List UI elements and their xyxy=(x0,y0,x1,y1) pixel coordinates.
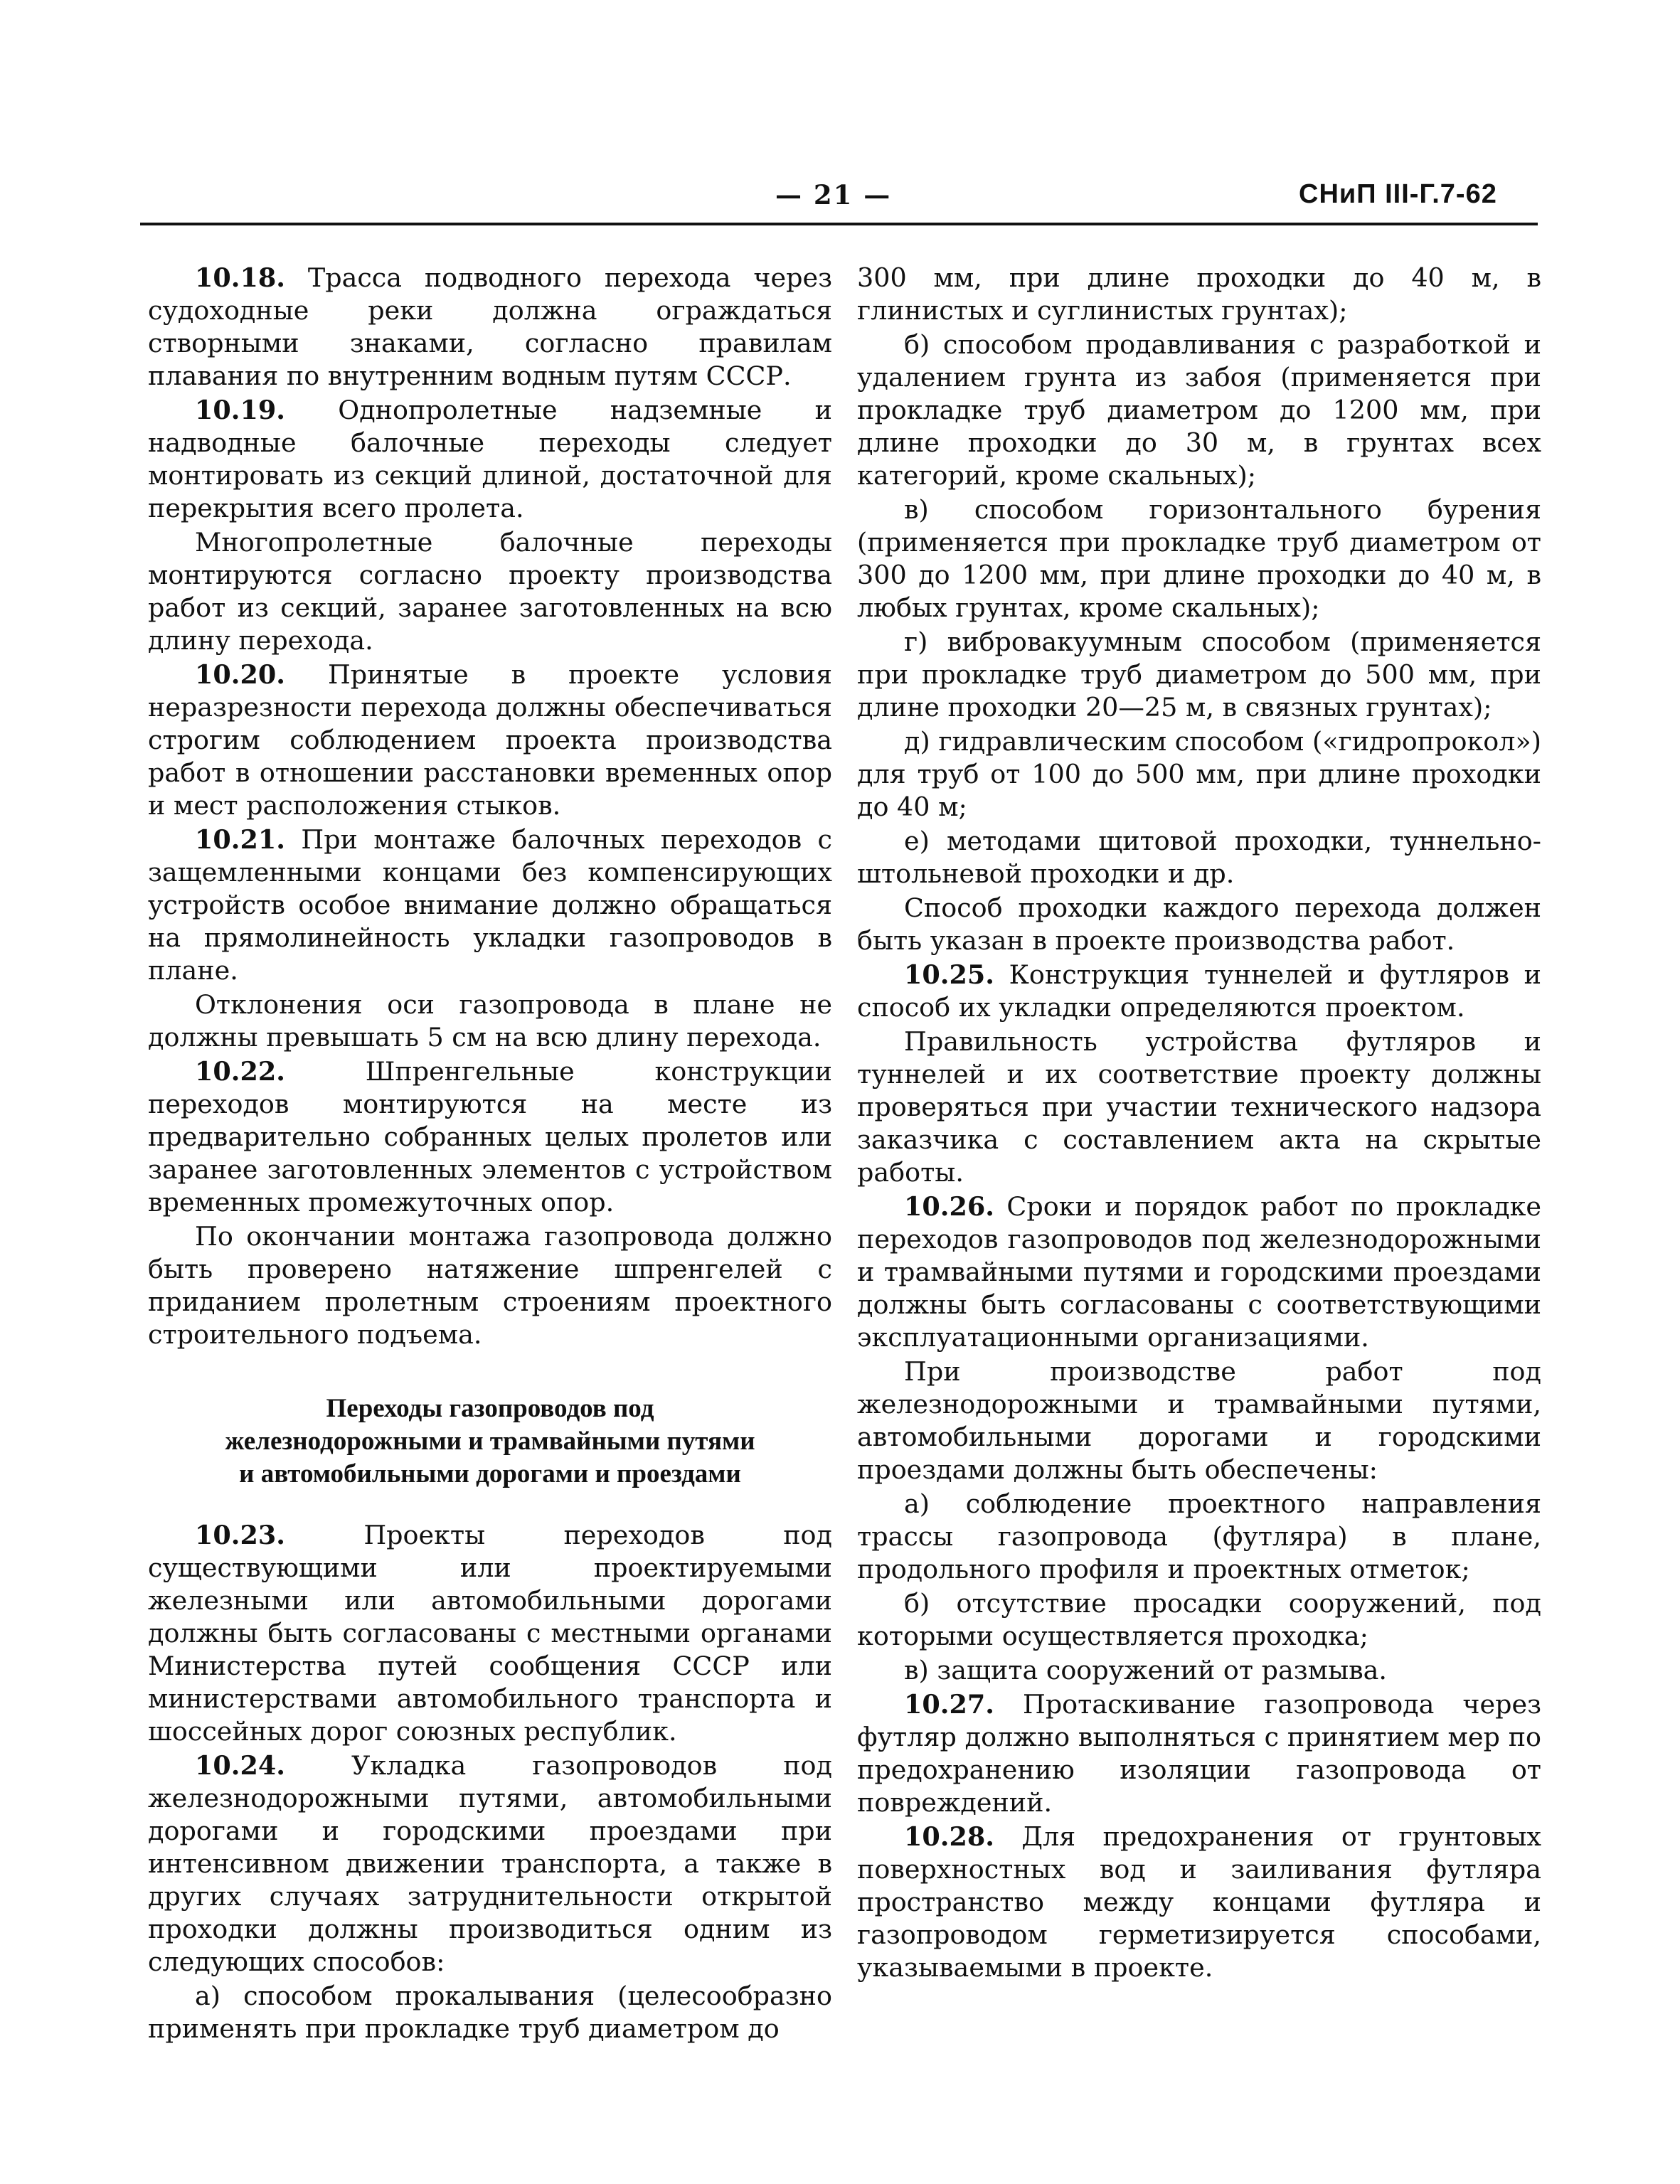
page-number: — 21 — xyxy=(775,179,892,211)
paragraph-text: Проекты переходов под существующими или проектируемыми железными или автомобильными дорогами должны быть согласованы с местными органами Министерства путей сообщения СССР или министерствами автомобильного транспорта и шоссейных дорог союзных республик. xyxy=(148,1520,832,1747)
paragraph xyxy=(857,892,1541,957)
paragraph xyxy=(857,1026,1541,1189)
paragraph-text: е) методами щитовой проходки, туннельно-штольневой проходки и др. xyxy=(857,826,1541,889)
paragraph-10-28 xyxy=(857,1821,1541,1984)
paragraph-text: Укладка газопроводов под железнодорожными путями, автомобильными дорогами и городскими проездами при интенсивном движении транспорта, а также в других случаях затруднительности открытой проходки должны производиться одним из следующих способов: xyxy=(148,1750,832,1977)
section-heading-line: железнодорожными и трамвайными путями xyxy=(225,1427,755,1456)
paragraph-text: 300 мм, при длине проходки до 40 м, в глинистых и суглинистых грунтах); xyxy=(857,262,1541,326)
list-item-a xyxy=(148,1980,832,2045)
right-column xyxy=(857,262,1541,1986)
header-rule xyxy=(140,223,1538,225)
clause-number: 10.27. xyxy=(904,1689,995,1720)
paragraph-text: Многопролетные балочные переходы монтируются согласно проекту производства работ из секций, заранее заготовленных на всю длину перехода. xyxy=(148,527,832,656)
paragraph-text: д) гидравлическим способом («гидропрокол») для труб от 100 до 500 мм, при длине проходки до 40 м; xyxy=(857,726,1541,822)
paragraph-text: в) способом горизонтального бурения (применяется при прокладке труб диаметром от 300 до 1200 мм, при длине проходки до 40 м, в любых грунтах, кроме скальных); xyxy=(857,494,1541,623)
paragraph-text: Отклонения оси газопровода в плане не должны превышать 5 см на всю длину перехода. xyxy=(148,989,832,1053)
section-heading xyxy=(148,1392,832,1491)
paragraph-text: При производстве работ под железнодорожными и трамвайными путями, автомобильными дорогами и городскими проездами должны быть обеспечены: xyxy=(857,1356,1541,1485)
list-item-g xyxy=(857,626,1541,724)
paragraph xyxy=(148,989,832,1054)
clause-number: 10.22. xyxy=(195,1056,286,1087)
paragraph-text: Правильность устройства футляров и туннелей и их соответствие проекту должны проверяться при участии технического надзора заказчика с составлением акта на скрытые работы. xyxy=(857,1026,1541,1188)
clause-number: 10.18. xyxy=(195,262,286,293)
paragraph xyxy=(857,1355,1541,1486)
list-item-e xyxy=(857,825,1541,890)
list-item-b xyxy=(857,1587,1541,1653)
paragraph-10-24 xyxy=(148,1749,832,1978)
paragraph-text: в) защита сооружений от размыва. xyxy=(904,1655,1388,1685)
paragraph-text: б) отсутствие просадки сооружений, под которыми осуществляется проходка; xyxy=(857,1588,1541,1651)
paragraph-10-27 xyxy=(857,1688,1541,1819)
list-item-v xyxy=(857,1654,1541,1687)
paragraph-10-26 xyxy=(857,1190,1541,1354)
paragraph-text: Способ проходки каждого перехода должен быть указан в проекте производства работ. xyxy=(857,893,1541,956)
list-item-v xyxy=(857,494,1541,624)
list-item-d xyxy=(857,725,1541,824)
paragraph-text: По окончании монтажа газопровода должно быть проверено натяжение шпренгелей с приданием пролетным строениям проектного строительного подъема. xyxy=(148,1221,832,1350)
list-item-continuation xyxy=(857,262,1541,327)
paragraph-text: г) вибровакуумным способом (применяется при прокладке труб диаметром до 500 мм, при длине проходки 20—25 м, в связных грунтах); xyxy=(857,627,1541,723)
paragraph-text: Для предохранения от грунтовых поверхностных вод и заиливания футляра пространство между концами футляра и газопроводом герметизируется способами, указываемыми в проекте. xyxy=(857,1821,1541,1983)
clause-number: 10.20. xyxy=(195,659,286,690)
clause-number: 10.26. xyxy=(904,1191,995,1222)
document-code: СНиП III-Г.7-62 xyxy=(1299,179,1497,209)
paragraph xyxy=(148,1220,832,1351)
clause-number: 10.19. xyxy=(195,395,286,425)
paragraph-10-21 xyxy=(148,824,832,987)
paragraph-10-19 xyxy=(148,394,832,525)
clause-number: 10.21. xyxy=(195,824,286,855)
paragraph-10-18 xyxy=(148,262,832,393)
paragraph-10-20 xyxy=(148,659,832,822)
clause-number: 10.23. xyxy=(195,1520,286,1550)
left-column xyxy=(148,262,832,2047)
paragraph-text: При монтаже балочных переходов с защемленными концами без компенсирующих устройств особое внимание должно обращаться на прямолинейность укладки газопроводов в плане. xyxy=(148,824,832,986)
paragraph-text: Протаскивание газопровода через футляр должно выполняться с принятием мер по предохранению изоляции газопровода от повреждений. xyxy=(857,1689,1541,1818)
paragraph-text: а) способом прокалывания (целесообразно применять при прокладке труб диаметром до xyxy=(148,1981,832,2044)
paragraph-text: Шпренгельные конструкции переходов монтируются на месте из предварительно собранных целых пролетов или заранее заготовленных элементов с устройством временных промежуточных опор. xyxy=(148,1056,832,1218)
paragraph-text: б) способом продавливания с разработкой и удалением грунта из забоя (применяется при прокладке труб диаметром до 1200 мм, при длине проходки до 30 м, в грунтах всех категорий, кроме скальных); xyxy=(857,329,1541,491)
paragraph-text: Принятые в проекте условия неразрезности перехода должны обеспечиваться строгим соблюдением проекта производства работ в отношении расстановки временных опор и мест расположения стыков. xyxy=(148,659,832,821)
list-item-b xyxy=(857,329,1541,492)
paragraph-text: Конструкция туннелей и футляров и способ их укладки определяются проектом. xyxy=(857,959,1541,1023)
section-heading-line: Переходы газопроводов под xyxy=(326,1394,654,1423)
paragraph xyxy=(148,526,832,657)
paragraph-10-22 xyxy=(148,1055,832,1219)
list-item-a xyxy=(857,1488,1541,1586)
clause-number: 10.25. xyxy=(904,959,995,990)
paragraph-text: Трасса подводного перехода через судоходные реки должна ограждаться створными знаками, согласно правилам плавания по внутренним водным путям СССР. xyxy=(148,262,832,391)
paragraph-text: Однопролетные надземные и надводные балочные переходы следует монтировать из секций длиной, достаточной для перекрытия всего пролета. xyxy=(148,395,832,523)
clause-number: 10.24. xyxy=(195,1750,286,1781)
paragraph-10-23 xyxy=(148,1519,832,1748)
clause-number: 10.28. xyxy=(904,1821,995,1852)
section-heading-line: и автомобильными дорогами и проездами xyxy=(239,1459,741,1488)
paragraph-text: а) соблюдение проектного направления трассы газопровода (футляра) в плане, продольного профиля и проектных отметок; xyxy=(857,1488,1541,1584)
paragraph-10-25 xyxy=(857,959,1541,1024)
paragraph-text: Сроки и порядок работ по прокладке переходов газопроводов под железнодорожными и трамвайными путями и городскими проездами должны быть согласованы с соответствующими эксплуатационными организациями. xyxy=(857,1191,1541,1353)
